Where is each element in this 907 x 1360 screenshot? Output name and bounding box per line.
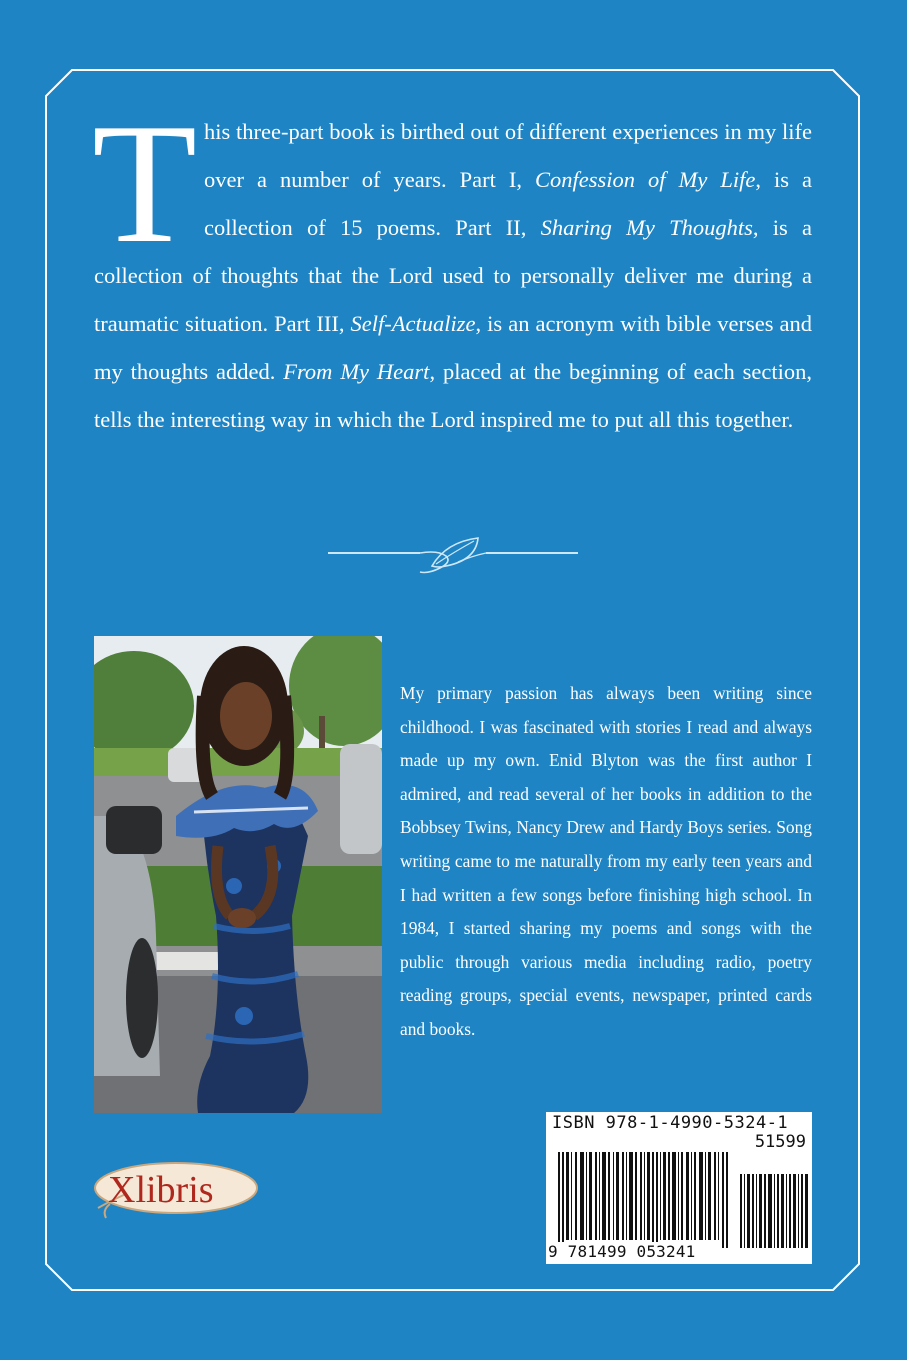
title-part-3: Self-Actualize — [350, 311, 476, 336]
title-from-my-heart: From My Heart — [283, 359, 430, 384]
drop-cap: T — [92, 89, 198, 279]
isbn-number: 9 781499 053241 — [548, 1242, 696, 1261]
intro-text-5: , placed at the beginning of each section, tells the interesting way in which the Lord inspired me to put all this together. — [94, 359, 812, 432]
barcode-bars — [546, 1152, 812, 1250]
intro-text-4: , is an acronym with bible verses and my thoughts added. — [94, 311, 812, 384]
publisher-name: Xlibris — [108, 1169, 214, 1211]
intro-text-2: , is a collection of 15 poems. Part II, — [204, 167, 812, 240]
intro-text-3: , is a collection of thoughts that the Lord used to personally deliver me during a traumatic situation. Part III, — [94, 215, 812, 336]
drop-cap-spacer — [94, 108, 204, 250]
title-part-2: Sharing My Thoughts — [540, 215, 753, 240]
title-part-1: Confession of My Life — [535, 167, 756, 192]
author-photo — [94, 636, 382, 1113]
leaf-flourish-divider — [328, 532, 578, 576]
author-bio: My primary passion has always been writing since childhood. I was fascinated with stories I read and always made up my own. Enid Blyton was the first author I admired, and read several of her books in addition to the Bobbsey Twins, Nancy Drew and Hardy Boys series. Song writing came to me naturally from my early teen years and I had written a few songs before finishing high school. In 1984, I started sharing my poems and songs with the public through various media including radio, poetry reading groups, special events, newspaper, printed cards and books. — [400, 683, 812, 1039]
isbn-barcode — [546, 1112, 812, 1264]
price-code: 51599 — [754, 1132, 806, 1152]
isbn-label: ISBN 978-1-4990-5324-1 — [552, 1113, 789, 1133]
intro-text-1: his three-part book is birthed out of different experiences in my life over a number of years. Part I, — [204, 119, 812, 192]
intro-paragraph — [94, 108, 812, 444]
